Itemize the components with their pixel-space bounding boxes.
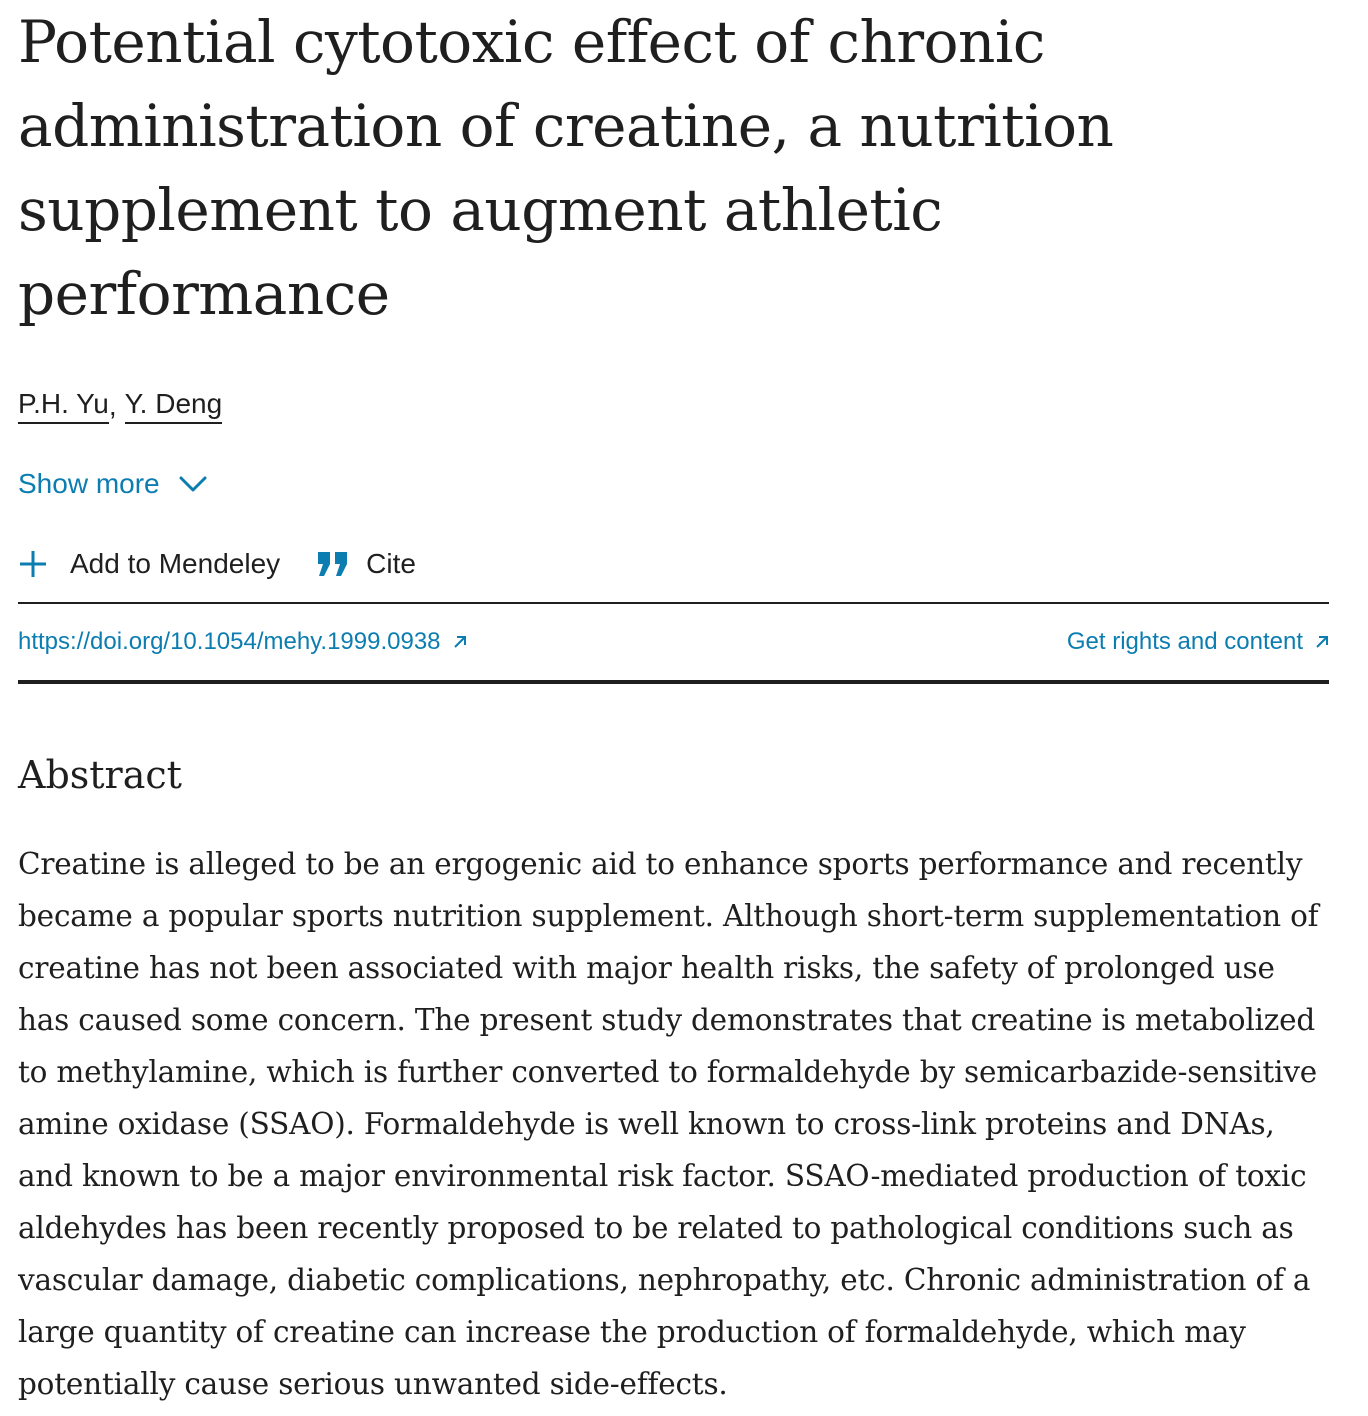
get-rights-link[interactable]	[1067, 628, 1329, 656]
cite-label: Cite	[366, 548, 416, 579]
abstract-heading: Abstract	[18, 753, 182, 797]
show-more-label: Show more	[18, 468, 160, 499]
author-list	[18, 386, 1329, 426]
article-actions	[18, 544, 1329, 584]
external-link-icon	[1315, 635, 1329, 649]
doi-link-text: https://doi.org/10.1054/mehy.1999.0938	[18, 628, 441, 655]
plus-icon	[18, 549, 48, 579]
add-to-mendeley-button[interactable]	[18, 548, 280, 580]
chevron-down-icon	[178, 474, 208, 494]
abstract-text: Creatine is alleged to be an ergogenic aid to enhance sports performance and recently became a popular sports nutrition supplement. Although short-term supplementation of creatine has not been associated with major health risks, the safety of prolonged use has caused some concern. The present study demonstrates that creatine is metabolized to methylamine, which is further converted to formaldehyde by semicarbazide-sensitive amine oxidase (SSAO). Formaldehyde is well known to cross-link proteins and DNAs, and known to be a major environmental risk factor. SSAO-mediated production of toxic aldehydes has been recently proposed to be related to pathological conditions such as vascular damage, diabetic complications, nephropathy, etc. Chronic administration of a large quantity of creatine can increase the production of formaldehyde, which may potentially cause serious unwanted side-effects.	[18, 847, 1319, 1401]
article-page	[18, 0, 1329, 1416]
add-to-mendeley-label: Add to Mendeley	[70, 548, 281, 579]
doi-bar	[18, 602, 1329, 684]
show-more-button[interactable]	[18, 464, 1329, 504]
quote-icon	[316, 550, 350, 578]
author-separator: ,	[108, 390, 117, 421]
author-link-deng[interactable]: Y. Deng	[125, 388, 223, 424]
doi-link[interactable]	[18, 628, 467, 656]
cite-button[interactable]	[316, 548, 416, 580]
article-title: Potential cytotoxic effect of chronic administration of creatine, a nutrition supplement to augment athletic performance	[18, 8, 1114, 328]
author-link-yu[interactable]: P.H. Yu	[18, 388, 109, 424]
get-rights-label: Get rights and content	[1066, 628, 1303, 655]
external-link-icon	[453, 635, 467, 649]
